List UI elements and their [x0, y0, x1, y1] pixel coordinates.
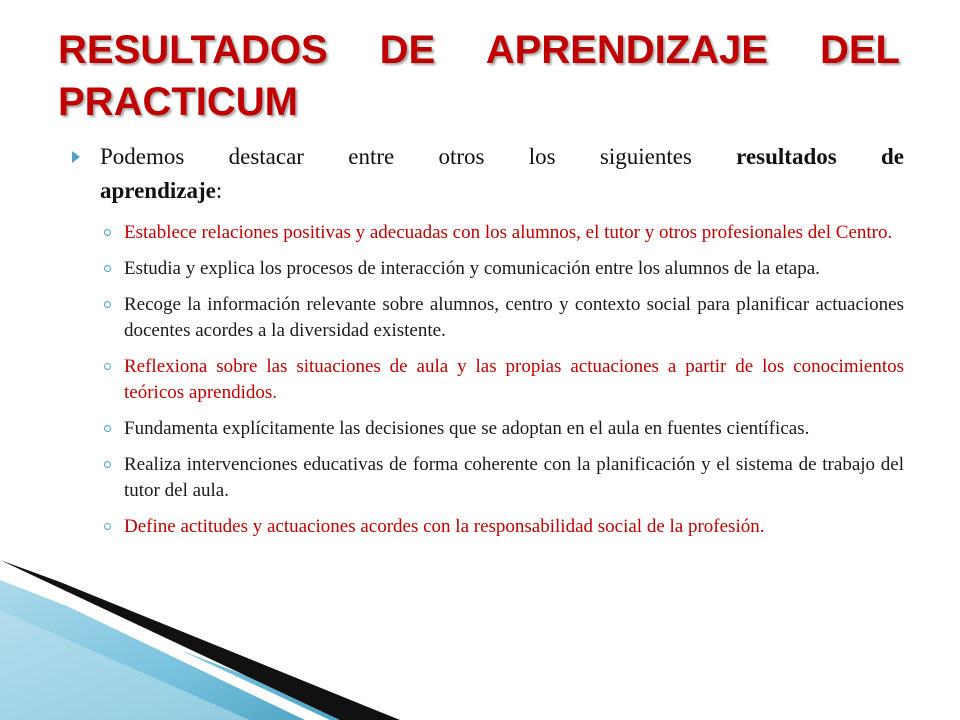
list-item-text: Realiza intervenciones educativas de forma coherente con la planificación y el sistema de trabajo del tutor del aula.: [124, 454, 904, 501]
list-item: [100, 452, 904, 504]
list-item-text: Define actitudes y actuaciones acordes con la responsabilidad social de la profesión.: [124, 516, 765, 537]
arrow-bullet-icon: [72, 151, 80, 163]
list-item: [100, 354, 904, 406]
slide-title: [58, 24, 900, 128]
lead-bold-text: resultados de: [736, 144, 904, 169]
lead-bold-text-2: aprendizaje: [100, 178, 216, 203]
lead-text-end: :: [215, 178, 223, 203]
list-item: [100, 220, 904, 246]
lead-text: Podemos destacar entre otros los siguientes: [100, 144, 737, 169]
list-item-text: Estudia y explica los procesos de interacción y comunicación entre los alumnos de la etapa.: [124, 258, 820, 279]
list-item: [100, 292, 904, 344]
circle-bullet-icon: [104, 363, 111, 370]
list-item: [100, 416, 904, 442]
circle-bullet-icon: [104, 461, 111, 468]
circle-bullet-icon: [104, 265, 111, 272]
decorative-swoosh: [0, 560, 400, 720]
circle-bullet-icon: [104, 229, 111, 236]
slide-title-line-1: RESULTADOS DE APRENDIZAJE DEL: [58, 28, 900, 72]
slide-title-line-2: PRACTICUM: [58, 80, 298, 124]
list-item-text: Reflexiona sobre las situaciones de aula y las propias actuaciones a partir de los conocimientos teóricos aprendidos.: [124, 356, 904, 403]
circle-bullet-icon: [104, 523, 111, 530]
circle-bullet-icon: [104, 301, 111, 308]
list-item-text: Fundamenta explícitamente las decisiones que se adoptan en el aula en fuentes científicas.: [124, 418, 810, 439]
lead-line-2: [100, 174, 904, 208]
circle-bullet-icon: [104, 425, 111, 432]
list-item-text: Establece relaciones positivas y adecuadas con los alumnos, el tutor y otros profesionales del Centro.: [124, 222, 893, 243]
list-item: [100, 514, 904, 540]
slide-content: [72, 140, 904, 550]
list-item-text: Recoge la información relevante sobre alumnos, centro y contexto social para planificar actuaciones docentes acordes a la diversidad existente.: [124, 294, 904, 341]
results-list: [72, 220, 904, 540]
lead-paragraph: [72, 140, 904, 208]
list-item: [100, 256, 904, 282]
